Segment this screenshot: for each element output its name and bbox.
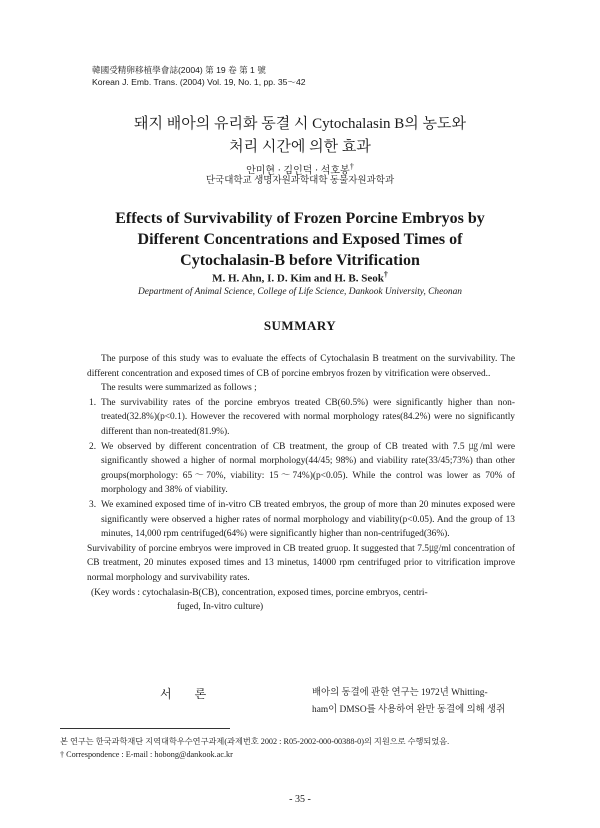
journal-citation-korean: 韓國受精卵移植學會誌(2004) 第 19 卷 第 1 號 — [92, 65, 266, 75]
korean-author-names: 안미현 · 김인덕 · 석호봉 — [246, 165, 350, 177]
english-affiliation: Department of Animal Science, College of Life Science, Dankook University, Cheonan — [138, 287, 462, 297]
journal-citation-english: Korean J. Emb. Trans. (2004) Vol. 19, No. 1, pp. 35～42 — [92, 77, 306, 87]
summary-results-lead: The results were summarized as follows ; — [101, 383, 257, 394]
introduction-heading: 서 론 — [160, 687, 217, 701]
english-title-line-3: Cytochalasin-B before Vitrification — [180, 252, 420, 269]
korean-title-line-2: 처리 시간에 의한 효과 — [229, 139, 371, 155]
introduction-text — [312, 685, 544, 719]
introduction-line-1: 배아의 동결에 관한 연구는 1972년 Whitting- — [312, 688, 488, 698]
keywords-line-2: fuged, In-vitro culture) — [177, 602, 264, 613]
korean-title-line-1: 돼지 배아의 유리화 동결 시 Cytochalasin B의 농도와 — [134, 116, 466, 132]
list-item-text: The survivability rates of the porcine embryos treated CB(60.5%) were significantly higher than non-treated(32.8%)(p<0.1). However the recovered with normal morphology rates(84.2%) were no significantly different than non-treated(81.9%). — [101, 397, 515, 437]
english-authors — [60, 268, 540, 286]
footnotes — [60, 736, 550, 761]
page-number: - 35 - — [289, 794, 311, 805]
english-author-names: M. H. Ahn, I. D. Kim and H. B. Seok — [212, 272, 384, 285]
summary-body — [87, 352, 515, 615]
funding-footnote: 본 연구는 한국과학재단 지역대학우수연구과제(과제번호 2002 : R05-2002-000-00388-0)의 지원으로 수행되었음. — [60, 737, 450, 746]
journal-citation — [92, 64, 532, 88]
list-item-text: We examined exposed time of in-vitro CB treated embryos, the group of more than 20 minutes exposed were significantly were observed a higher rates of normal morphology and viability(p<0.05). And the group of 13 minutes, 14,000 rpm centrifuged(64%) were significantly higher than non-centrifuged(36%). — [101, 499, 515, 540]
list-item — [87, 396, 515, 440]
footnote-divider — [60, 728, 230, 729]
list-item-number: 1. — [89, 397, 97, 408]
korean-title — [60, 113, 540, 159]
list-item — [87, 440, 515, 498]
english-title — [40, 208, 560, 271]
list-item-number: 2. — [89, 441, 97, 452]
introduction-line-2: ham이 DMSO를 사용하여 완만 동결에 의해 생쥐 — [312, 705, 506, 715]
list-item-text: We observed by different concentration of CB treatment, the group of CB treated with 7.5 ㎍/ml were significantly showed a higher of normal morphology(44/45; 98%) and viability rate(33/45;73%) than other groups(morphology: 65～70%, viability: 15～74%)(p<0.05). While the control was lower as 70% of morphology and 38% of viability. — [101, 441, 515, 496]
korean-corresponding-mark: † — [349, 162, 354, 171]
keywords-line-1: (Key words : cytochalasin-B(CB), concentration, exposed times, porcine embryos, centri- — [91, 587, 428, 598]
list-item-number: 3. — [89, 499, 97, 510]
correspondence-footnote: † Correspondence : E-mail : hobong@dankook.ac.kr — [60, 749, 233, 759]
list-item — [87, 498, 515, 542]
summary-heading: SUMMARY — [263, 318, 337, 333]
summary-intro: The purpose of this study was to evaluate the effects of Cytochalasin B treatment on the survivability. The different concentration and exposed times of CB of porcine embryos frozen by vitrification were observed.. — [87, 354, 515, 379]
summary-results-list — [87, 396, 515, 542]
english-corresponding-mark: † — [383, 270, 388, 279]
korean-affiliation: 단국대학교 생명자원과학대학 동물자원과학과 — [205, 176, 395, 186]
english-title-line-1: Effects of Survivability of Frozen Porcine Embryos by — [115, 210, 485, 227]
summary-conclusion: Survivability of porcine embryos were improved in CB treated gruop. It suggested that 7.5㎍/ml concentration of CB treatment, 20 minutes exposed times and 13 minetus, 14000 rpm centrifuged prior to vitrification improve normal morphology and survivability rates. — [87, 543, 515, 583]
english-title-line-2: Different Concentrations and Exposed Times of — [137, 231, 463, 248]
